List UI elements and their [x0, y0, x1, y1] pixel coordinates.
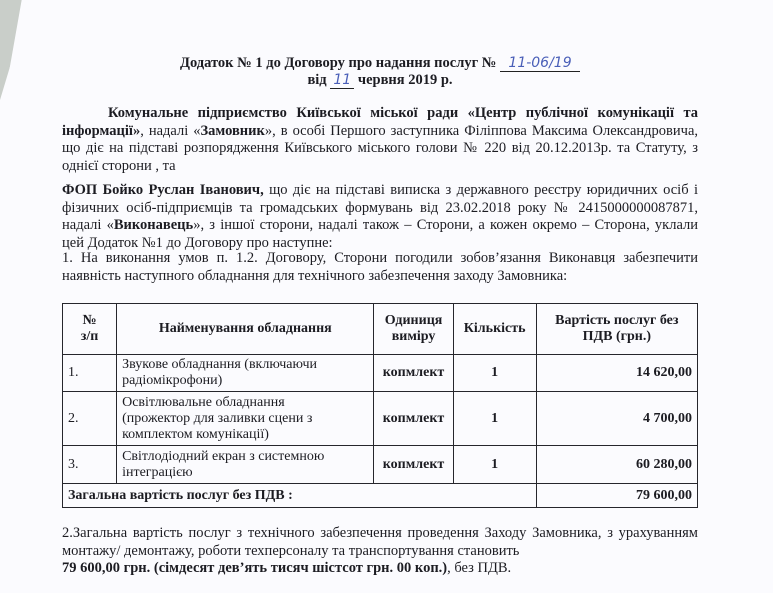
- contractor-text-2: », з іншої сторони, надалі також – Сторони, а кожен окремо – Сторона, уклали цей Додаток №1 до Договору про наступне:: [62, 217, 699, 251]
- row-name-line1: Світлодіодний екран з системною: [122, 448, 325, 464]
- contractor-label: Виконавець: [113, 217, 194, 233]
- row-name: [117, 392, 374, 446]
- document-page: [62, 0, 698, 593]
- row-unit: копмлект: [374, 446, 453, 484]
- table-row: [63, 446, 698, 484]
- table-row: [63, 392, 698, 446]
- row-name-line2: радіомікрофони): [122, 373, 223, 388]
- total-label: Загальна вартість послуг без ПДВ :: [63, 484, 537, 508]
- title-text: Додаток № 1 до Договору про надання послуг №: [179, 55, 497, 71]
- date-prefix: від: [307, 72, 327, 88]
- document-title: [62, 54, 698, 72]
- table-row: [63, 355, 698, 392]
- row-cost: 4 700,00: [536, 392, 697, 446]
- header-cost-line1: Вартість послуг без: [555, 313, 679, 328]
- row-qty: 1: [453, 392, 536, 446]
- contractor-text-1: що діє на підставі виписка з державного реєстру юридичних осіб і фізичних осіб-підприємців та громадських формувань від 23.02.2018 року № 2415000000087871, надалі «: [62, 182, 698, 233]
- header-unit-line2: виміру: [391, 329, 436, 344]
- intro-paragraph: [62, 105, 698, 175]
- row-num: 3.: [63, 446, 117, 484]
- header-num-line2: з/п: [80, 329, 99, 344]
- row-name: [117, 446, 374, 484]
- intro-text-1: , надалі «: [140, 122, 201, 139]
- handwritten-day: 11: [330, 72, 354, 89]
- header-unit: [374, 304, 453, 355]
- row-qty: 1: [453, 446, 536, 484]
- clause-2-text: 2.Загальна вартість послуг з технічного забезпечення проведення Заходу Замовника, з урахуванням монтажу/ демонтажу, роботи техперсоналу та транспортування становить: [62, 525, 698, 559]
- row-unit: копмлект: [374, 355, 453, 392]
- customer-label: Замовник: [200, 122, 265, 139]
- table-header-row: [63, 304, 698, 355]
- row-unit: копмлект: [374, 392, 453, 446]
- row-qty: 1: [453, 355, 536, 392]
- header-name: Найменування обладнання: [117, 304, 374, 355]
- header-cost-line2: ПДВ (грн.): [582, 329, 652, 344]
- row-num: 2.: [63, 392, 117, 446]
- header-qty: Кількість: [453, 304, 536, 355]
- clause-2: [62, 525, 698, 578]
- total-value: 79 600,00: [536, 484, 697, 508]
- row-name-line1: Звукове обладнання (включаючи: [122, 357, 317, 372]
- document-date: [62, 71, 698, 89]
- row-name-line1: Освітлювальне обладнання: [122, 394, 285, 410]
- equipment-table: [62, 303, 698, 508]
- table-total-row: [63, 484, 698, 508]
- handwritten-contract-number: 11-06/19: [500, 55, 580, 72]
- clause-1: 1. На виконання умов п. 1.2. Договору, Сторони погодили зобов’язання Виконавця забезпечити наявність наступного обладнання для технічного забезпечення заходу Замовника:: [62, 250, 698, 284]
- row-num: 1.: [63, 355, 117, 392]
- row-name-line2: інтеграцією: [122, 464, 193, 480]
- row-cost: 14 620,00: [536, 355, 697, 392]
- row-name-line2: (прожектор для заливки сцени з: [122, 410, 313, 426]
- row-name-line3: комплектом комунікації): [122, 426, 269, 442]
- clause-2-amount: 79 600,00 грн. (сімдесят дев’ять тисяч шістсот грн. 00 коп.): [62, 560, 448, 576]
- contractor-paragraph: [62, 182, 698, 252]
- intro-text-2: », в особі Першого заступника Філіппова Максима Олександровича, що діє на підставі розпорядження Київського міського голови № 220 від 20.12.2013р. та Статуту, з однієї сторони , та: [62, 122, 699, 174]
- row-name: [117, 355, 374, 392]
- header-num-line1: №: [82, 313, 97, 328]
- scanner-edge-shadow: [0, 0, 30, 100]
- header-num: [63, 304, 117, 355]
- date-suffix: червня 2019 р.: [357, 72, 453, 88]
- customer-org-name: Комунальне підприємство Київської міської ради «Центр публічної комунікації та інформації»: [62, 105, 698, 139]
- row-cost: 60 280,00: [536, 446, 697, 484]
- header-cost: [536, 304, 697, 355]
- header-unit-line1: Одиниця: [384, 313, 443, 328]
- clause-2-tail: , без ПДВ.: [447, 560, 512, 576]
- contractor-name: ФОП Бойко Руслан Іванович,: [62, 182, 264, 198]
